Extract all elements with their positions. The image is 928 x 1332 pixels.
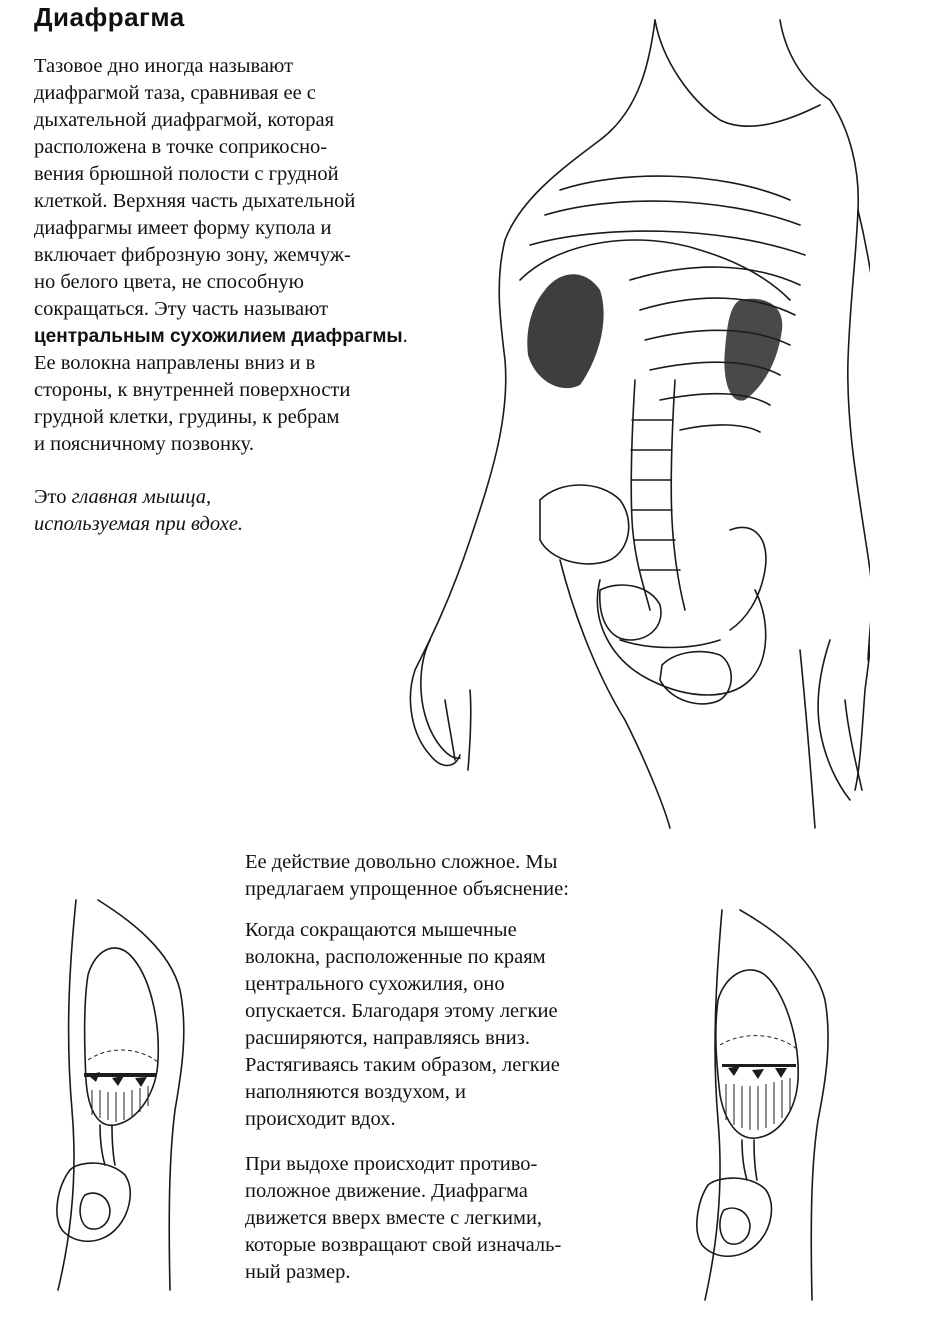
pelvis — [57, 1163, 130, 1241]
abdomen-fibers — [726, 1078, 790, 1130]
line: ный размер. — [245, 1261, 351, 1283]
line: предлагаем упрощенное объяснение: — [245, 878, 569, 900]
body-outline — [58, 900, 76, 1290]
line: расположена в точке соприкосно- — [34, 136, 328, 158]
line: и поясничному позвонку. — [34, 433, 254, 455]
iliac-crest — [730, 527, 766, 630]
line: наполняются воздухом, и — [245, 1081, 467, 1103]
spine — [742, 1140, 757, 1180]
torso-right-outline — [780, 20, 870, 790]
pelvis — [697, 1178, 772, 1256]
line: Тазовое дно иногда называют — [34, 55, 294, 77]
spine — [631, 380, 685, 610]
main-muscle-paragraph — [34, 484, 243, 538]
diaphragm-arrows — [722, 1064, 796, 1079]
page-title: Диафрагма — [34, 2, 185, 32]
right-hand — [818, 640, 862, 800]
line: клеткой. Верхняя часть дыхательной — [34, 190, 356, 212]
line: Когда сокращаются мышечные — [245, 919, 517, 941]
abdomen-fibers — [92, 1086, 148, 1122]
line: Растягиваясь таким образом, легкие — [245, 1054, 560, 1076]
left-leg-outline — [560, 560, 670, 828]
line: дыхательной диафрагмой, которая — [34, 109, 335, 131]
bold-term: центральным сухожилием диафрагмы — [34, 326, 403, 347]
torso-anatomy-illustration — [400, 10, 870, 830]
line: расширяются, направляясь вниз. — [245, 1027, 530, 1049]
line: При выдохе происходит противо- — [245, 1153, 538, 1175]
bold-tail: . — [402, 325, 408, 347]
action-intro-paragraph — [245, 849, 569, 903]
line: стороны, к внутренней поверхности — [34, 379, 351, 401]
line: происходит вдох. — [245, 1108, 396, 1130]
line: сокращаться. Эту часть называют — [34, 298, 329, 320]
line: которые возвращают свой изначаль- — [245, 1234, 562, 1256]
line: движется вверх вместе с легкими, — [245, 1207, 543, 1229]
left-hand — [421, 640, 471, 770]
line: диафрагмы имеет форму купола и — [34, 217, 332, 239]
diaphragm-diagram-left — [40, 895, 245, 1300]
line: Ее действие довольно сложное. Мы — [245, 851, 558, 873]
line: Ее волокна направлены вниз и в — [34, 352, 316, 374]
italic-text: используемая при вдохе. — [34, 513, 244, 535]
line: опускается. Благодаря этому легкие — [245, 1000, 558, 1022]
diaphragm-upper-dome — [720, 1036, 798, 1050]
abdomen-organs — [540, 485, 661, 640]
line: положное движение. Диафрагма — [245, 1180, 528, 1202]
plain-text: Это — [34, 486, 72, 508]
back-outline — [740, 910, 828, 1300]
italic-text: главная мышца, — [71, 486, 212, 508]
lung-outline — [85, 948, 159, 1125]
line: волокна, расположенные по краям — [245, 946, 546, 968]
neck-shoulder — [655, 20, 820, 126]
line: диафрагмой таза, сравнивая ее с — [34, 82, 316, 104]
lung-outline — [716, 970, 798, 1138]
torso-left-outline — [410, 20, 655, 766]
right-leg-outline — [800, 650, 815, 828]
diaphragm-arrows — [84, 1072, 156, 1087]
line: вения брюшной полости с грудной — [34, 163, 339, 185]
line: центрального сухожилия, оно — [245, 973, 505, 995]
line: но белого цвета, не способную — [34, 271, 304, 293]
diaphragm-diagram-right — [680, 905, 840, 1305]
right-lung-shadow — [724, 299, 782, 401]
exhale-paragraph — [245, 1151, 561, 1286]
body-outline — [705, 910, 722, 1300]
left-lung-shadow — [527, 274, 603, 388]
line: включает фиброзную зону, жемчуж- — [34, 244, 351, 266]
spine — [100, 1125, 115, 1165]
line: грудной клетки, грудины, к ребрам — [34, 406, 340, 428]
inhale-paragraph — [245, 917, 560, 1133]
back-outline — [98, 900, 184, 1290]
diaphragm-upper-dome — [88, 1050, 158, 1062]
intro-paragraph — [34, 53, 408, 458]
right-arm-outline — [858, 210, 870, 660]
